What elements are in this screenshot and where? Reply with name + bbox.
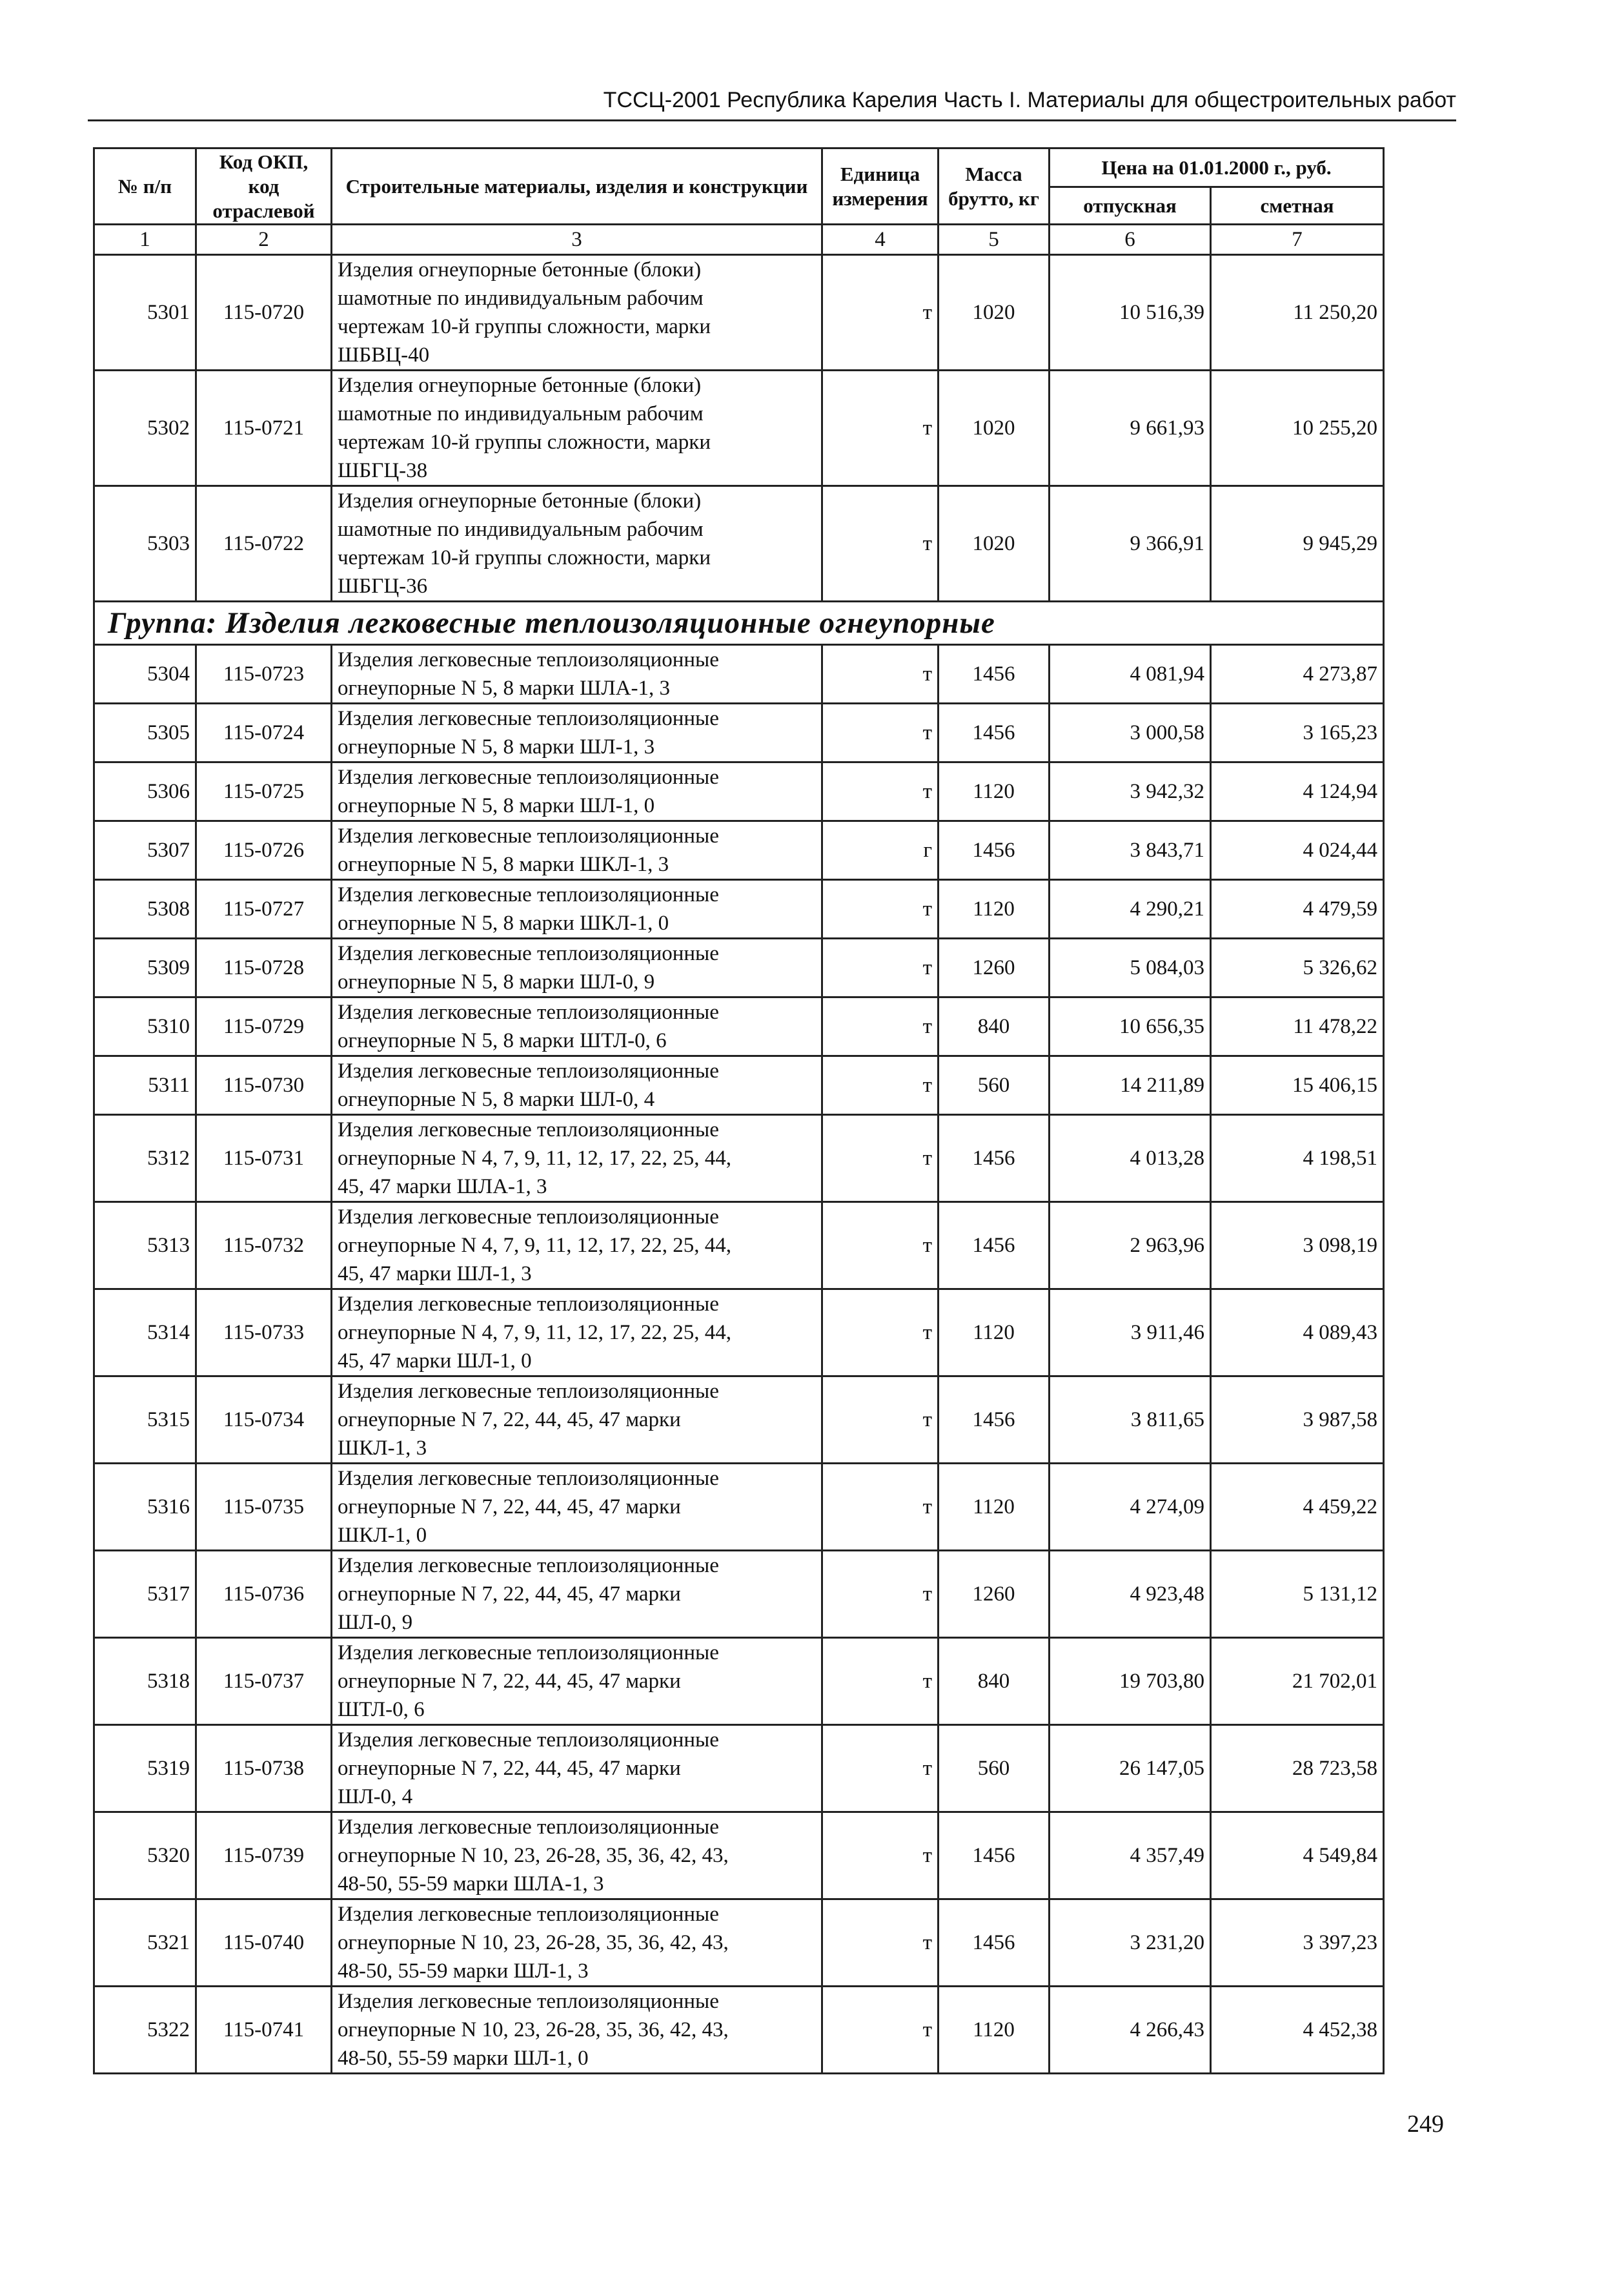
- item-name: Изделия легковесные теплоизоляционные огнеупорные N 7, 22, 44, 45, 47 марки ШКЛ-1, 0: [332, 1464, 822, 1551]
- column-number: 3: [332, 225, 822, 255]
- item-mass: 1120: [939, 1289, 1050, 1376]
- item-code: 115-0730: [196, 1056, 332, 1115]
- table-body-lightweight: [94, 645, 1384, 1115]
- item-price-release: 2 963,96: [1050, 1202, 1211, 1289]
- item-name: Изделия легковесные теплоизоляционные огнеупорные N 5, 8 марки ШЛ-1, 3: [332, 704, 822, 762]
- item-name: Изделия легковесные теплоизоляционные огнеупорные N 4, 7, 9, 11, 12, 17, 22, 25, 44, 45, 47 марки ШЛ-1, 0: [332, 1289, 822, 1376]
- item-price-release: 4 274,09: [1050, 1464, 1211, 1551]
- item-price-estimate: 15 406,15: [1211, 1056, 1384, 1115]
- header-name: Строительные материалы, изделия и конструкции: [332, 148, 822, 225]
- item-unit: т: [822, 1812, 939, 1899]
- item-number: 5308: [94, 880, 196, 939]
- item-price-estimate: 4 479,59: [1211, 880, 1384, 939]
- header-num: № п/п: [94, 148, 196, 225]
- item-mass: 1456: [939, 704, 1050, 762]
- item-unit: т: [822, 371, 939, 486]
- item-number: 5316: [94, 1464, 196, 1551]
- table-row: [94, 997, 1384, 1056]
- item-price-release: 3 911,46: [1050, 1289, 1211, 1376]
- table-row: [94, 1725, 1384, 1812]
- item-code: 115-0734: [196, 1376, 332, 1464]
- item-name: Изделия огнеупорные бетонные (блоки) шамотные по индивидуальным рабочим чертежам 10-й группы сложности, марки ШБГЦ-36: [332, 486, 822, 602]
- item-price-estimate: 4 024,44: [1211, 821, 1384, 880]
- item-name: Изделия легковесные теплоизоляционные огнеупорные N 4, 7, 9, 11, 12, 17, 22, 25, 44, 45, 47 марки ШЛА-1, 3: [332, 1115, 822, 1202]
- item-mass: 1456: [939, 1202, 1050, 1289]
- item-number: 5321: [94, 1899, 196, 1987]
- item-name: Изделия легковесные теплоизоляционные огнеупорные N 7, 22, 44, 45, 47 марки ШКЛ-1, 3: [332, 1376, 822, 1464]
- table-row: [94, 880, 1384, 939]
- table-row: [94, 1056, 1384, 1115]
- item-unit: т: [822, 939, 939, 997]
- item-price-estimate: 3 397,23: [1211, 1899, 1384, 1987]
- item-price-estimate: 11 478,22: [1211, 997, 1384, 1056]
- item-name: Изделия легковесные теплоизоляционные огнеупорные N 10, 23, 26-28, 35, 36, 42, 43, 48-50, 55-59 марки ШЛ-1, 3: [332, 1899, 822, 1987]
- item-price-release: 10 656,35: [1050, 997, 1211, 1056]
- item-price-estimate: 11 250,20: [1211, 255, 1384, 371]
- item-price-estimate: 3 098,19: [1211, 1202, 1384, 1289]
- item-name: Изделия легковесные теплоизоляционные огнеупорные N 10, 23, 26-28, 35, 36, 42, 43, 48-50, 55-59 марки ШЛ-1, 0: [332, 1987, 822, 2074]
- header-price-estimate: сметная: [1211, 187, 1384, 225]
- group-title: Группа: Изделия легковесные теплоизоляционные огнеупорные: [94, 602, 1384, 645]
- item-unit: т: [822, 762, 939, 821]
- item-price-release: 14 211,89: [1050, 1056, 1211, 1115]
- item-number: 5318: [94, 1638, 196, 1725]
- item-name: Изделия легковесные теплоизоляционные огнеупорные N 7, 22, 44, 45, 47 марки ШТЛ-0, 6: [332, 1638, 822, 1725]
- page-number: 249: [1407, 2111, 1444, 2138]
- table-row: [94, 1202, 1384, 1289]
- item-number: 5315: [94, 1376, 196, 1464]
- item-name: Изделия легковесные теплоизоляционные огнеупорные N 5, 8 марки ШКЛ-1, 0: [332, 880, 822, 939]
- item-price-release: 3 000,58: [1050, 704, 1211, 762]
- item-mass: 1020: [939, 486, 1050, 602]
- item-unit: т: [822, 1115, 939, 1202]
- table-row: [94, 1376, 1384, 1464]
- item-price-estimate: 4 452,38: [1211, 1987, 1384, 2074]
- item-mass: 1120: [939, 880, 1050, 939]
- item-price-release: 3 231,20: [1050, 1899, 1211, 1987]
- item-code: 115-0731: [196, 1115, 332, 1202]
- table-body-concrete: [94, 255, 1384, 602]
- header-mass: Масса брутто, кг: [939, 148, 1050, 225]
- table-row: [94, 1551, 1384, 1638]
- item-mass: 1260: [939, 939, 1050, 997]
- item-code: 115-0724: [196, 704, 332, 762]
- column-number: 4: [822, 225, 939, 255]
- item-mass: 840: [939, 1638, 1050, 1725]
- item-price-estimate: 9 945,29: [1211, 486, 1384, 602]
- item-price-estimate: 4 273,87: [1211, 645, 1384, 704]
- item-price-estimate: 28 723,58: [1211, 1725, 1384, 1812]
- item-mass: 1120: [939, 1464, 1050, 1551]
- item-unit: т: [822, 1376, 939, 1464]
- table-header: [94, 148, 1384, 255]
- item-mass: 1020: [939, 255, 1050, 371]
- item-code: 115-0720: [196, 255, 332, 371]
- item-number: 5306: [94, 762, 196, 821]
- item-mass: 1456: [939, 1376, 1050, 1464]
- item-price-estimate: 21 702,01: [1211, 1638, 1384, 1725]
- item-code: 115-0725: [196, 762, 332, 821]
- item-mass: 1456: [939, 1899, 1050, 1987]
- column-numbers-row: [94, 225, 1384, 255]
- column-number: 1: [94, 225, 196, 255]
- item-code: 115-0726: [196, 821, 332, 880]
- item-number: 5317: [94, 1551, 196, 1638]
- item-number: 5310: [94, 997, 196, 1056]
- table-body-lightweight-extended: [94, 1115, 1384, 2074]
- price-table: [93, 147, 1385, 2074]
- item-number: 5322: [94, 1987, 196, 2074]
- item-number: 5320: [94, 1812, 196, 1899]
- item-unit: т: [822, 1464, 939, 1551]
- item-name: Изделия легковесные теплоизоляционные огнеупорные N 5, 8 марки ШЛА-1, 3: [332, 645, 822, 704]
- item-number: 5313: [94, 1202, 196, 1289]
- table-row: [94, 1464, 1384, 1551]
- item-code: 115-0736: [196, 1551, 332, 1638]
- item-code: 115-0732: [196, 1202, 332, 1289]
- item-price-release: 5 084,03: [1050, 939, 1211, 997]
- item-price-release: 4 266,43: [1050, 1987, 1211, 2074]
- table-row: [94, 821, 1384, 880]
- item-unit: г: [822, 821, 939, 880]
- item-price-estimate: 5 326,62: [1211, 939, 1384, 997]
- item-name: Изделия легковесные теплоизоляционные огнеупорные N 5, 8 марки ШТЛ-0, 6: [332, 997, 822, 1056]
- table-row: [94, 486, 1384, 602]
- item-unit: т: [822, 880, 939, 939]
- item-number: 5302: [94, 371, 196, 486]
- header-code: Код ОКП, код отраслевой: [196, 148, 332, 225]
- item-unit: т: [822, 1725, 939, 1812]
- item-price-estimate: 5 131,12: [1211, 1551, 1384, 1638]
- item-code: 115-0737: [196, 1638, 332, 1725]
- item-price-release: 4 923,48: [1050, 1551, 1211, 1638]
- item-code: 115-0728: [196, 939, 332, 997]
- item-code: 115-0729: [196, 997, 332, 1056]
- item-number: 5301: [94, 255, 196, 371]
- document-title: ТССЦ-2001 Республика Карелия Часть I. Материалы для общестроительных работ: [603, 88, 1456, 112]
- item-unit: т: [822, 1899, 939, 1987]
- item-number: 5311: [94, 1056, 196, 1115]
- item-price-release: 3 942,32: [1050, 762, 1211, 821]
- column-number: 2: [196, 225, 332, 255]
- item-mass: 1456: [939, 645, 1050, 704]
- item-name: Изделия легковесные теплоизоляционные огнеупорные N 5, 8 марки ШКЛ-1, 3: [332, 821, 822, 880]
- item-code: 115-0739: [196, 1812, 332, 1899]
- table-row: [94, 762, 1384, 821]
- item-number: 5319: [94, 1725, 196, 1812]
- item-price-estimate: 4 198,51: [1211, 1115, 1384, 1202]
- item-code: 115-0722: [196, 486, 332, 602]
- item-price-release: 9 366,91: [1050, 486, 1211, 602]
- item-unit: т: [822, 1056, 939, 1115]
- item-code: 115-0735: [196, 1464, 332, 1551]
- header-price-release: отпускная: [1050, 187, 1211, 225]
- table-row: [94, 1115, 1384, 1202]
- item-unit: т: [822, 704, 939, 762]
- item-code: 115-0721: [196, 371, 332, 486]
- item-unit: т: [822, 645, 939, 704]
- table-row: [94, 1987, 1384, 2074]
- table-row: [94, 939, 1384, 997]
- item-number: 5309: [94, 939, 196, 997]
- item-number: 5304: [94, 645, 196, 704]
- table-row: [94, 1812, 1384, 1899]
- item-price-estimate: 3 987,58: [1211, 1376, 1384, 1464]
- item-price-release: 26 147,05: [1050, 1725, 1211, 1812]
- header-price: Цена на 01.01.2000 г., руб.: [1050, 148, 1384, 187]
- item-number: 5303: [94, 486, 196, 602]
- page-header: [88, 88, 1456, 121]
- table-row: [94, 1899, 1384, 1987]
- price-sheet: [93, 147, 1392, 2074]
- item-unit: т: [822, 1202, 939, 1289]
- item-number: 5307: [94, 821, 196, 880]
- item-code: 115-0727: [196, 880, 332, 939]
- table-row: [94, 255, 1384, 371]
- item-price-estimate: 4 459,22: [1211, 1464, 1384, 1551]
- item-unit: т: [822, 486, 939, 602]
- item-name: Изделия легковесные теплоизоляционные огнеупорные N 5, 8 марки ШЛ-1, 0: [332, 762, 822, 821]
- item-code: 115-0740: [196, 1899, 332, 1987]
- column-number: 7: [1211, 225, 1384, 255]
- item-unit: т: [822, 1289, 939, 1376]
- item-unit: т: [822, 1551, 939, 1638]
- table-row: [94, 645, 1384, 704]
- item-code: 115-0733: [196, 1289, 332, 1376]
- item-price-release: 3 843,71: [1050, 821, 1211, 880]
- item-price-release: 9 661,93: [1050, 371, 1211, 486]
- item-code: 115-0741: [196, 1987, 332, 2074]
- item-price-estimate: 3 165,23: [1211, 704, 1384, 762]
- table-row: [94, 1638, 1384, 1725]
- item-name: Изделия легковесные теплоизоляционные огнеупорные N 10, 23, 26-28, 35, 36, 42, 43, 48-50, 55-59 марки ШЛА-1, 3: [332, 1812, 822, 1899]
- item-unit: т: [822, 1987, 939, 2074]
- item-price-release: 10 516,39: [1050, 255, 1211, 371]
- item-price-release: 3 811,65: [1050, 1376, 1211, 1464]
- item-price-release: 4 081,94: [1050, 645, 1211, 704]
- item-unit: т: [822, 1638, 939, 1725]
- item-code: 115-0738: [196, 1725, 332, 1812]
- header-unit: Единица измерения: [822, 148, 939, 225]
- item-mass: 1120: [939, 1987, 1050, 2074]
- group-section: [94, 602, 1384, 645]
- item-mass: 840: [939, 997, 1050, 1056]
- column-number: 5: [939, 225, 1050, 255]
- item-mass: 560: [939, 1725, 1050, 1812]
- item-mass: 1020: [939, 371, 1050, 486]
- item-price-release: 4 357,49: [1050, 1812, 1211, 1899]
- table-row: [94, 704, 1384, 762]
- item-price-estimate: 10 255,20: [1211, 371, 1384, 486]
- item-price-estimate: 4 124,94: [1211, 762, 1384, 821]
- item-number: 5312: [94, 1115, 196, 1202]
- item-name: Изделия легковесные теплоизоляционные огнеупорные N 7, 22, 44, 45, 47 марки ШЛ-0, 4: [332, 1725, 822, 1812]
- item-number: 5314: [94, 1289, 196, 1376]
- item-price-estimate: 4 549,84: [1211, 1812, 1384, 1899]
- item-name: Изделия легковесные теплоизоляционные огнеупорные N 4, 7, 9, 11, 12, 17, 22, 25, 44, 45, 47 марки ШЛ-1, 3: [332, 1202, 822, 1289]
- item-mass: 1260: [939, 1551, 1050, 1638]
- item-price-release: 19 703,80: [1050, 1638, 1211, 1725]
- item-mass: 1456: [939, 1115, 1050, 1202]
- item-mass: 1456: [939, 1812, 1050, 1899]
- column-number: 6: [1050, 225, 1211, 255]
- item-name: Изделия огнеупорные бетонные (блоки) шамотные по индивидуальным рабочим чертежам 10-й группы сложности, марки ШБГЦ-38: [332, 371, 822, 486]
- item-mass: 1120: [939, 762, 1050, 821]
- item-mass: 1456: [939, 821, 1050, 880]
- item-name: Изделия легковесные теплоизоляционные огнеупорные N 5, 8 марки ШЛ-0, 9: [332, 939, 822, 997]
- item-price-release: 4 290,21: [1050, 880, 1211, 939]
- item-price-estimate: 4 089,43: [1211, 1289, 1384, 1376]
- item-price-release: 4 013,28: [1050, 1115, 1211, 1202]
- item-mass: 560: [939, 1056, 1050, 1115]
- item-name: Изделия легковесные теплоизоляционные огнеупорные N 7, 22, 44, 45, 47 марки ШЛ-0, 9: [332, 1551, 822, 1638]
- table-row: [94, 1289, 1384, 1376]
- item-unit: т: [822, 255, 939, 371]
- item-number: 5305: [94, 704, 196, 762]
- item-name: Изделия огнеупорные бетонные (блоки) шамотные по индивидуальным рабочим чертежам 10-й группы сложности, марки ШБВЦ-40: [332, 255, 822, 371]
- item-unit: т: [822, 997, 939, 1056]
- item-code: 115-0723: [196, 645, 332, 704]
- group-row: [94, 602, 1384, 645]
- table-row: [94, 371, 1384, 486]
- item-name: Изделия легковесные теплоизоляционные огнеупорные N 5, 8 марки ШЛ-0, 4: [332, 1056, 822, 1115]
